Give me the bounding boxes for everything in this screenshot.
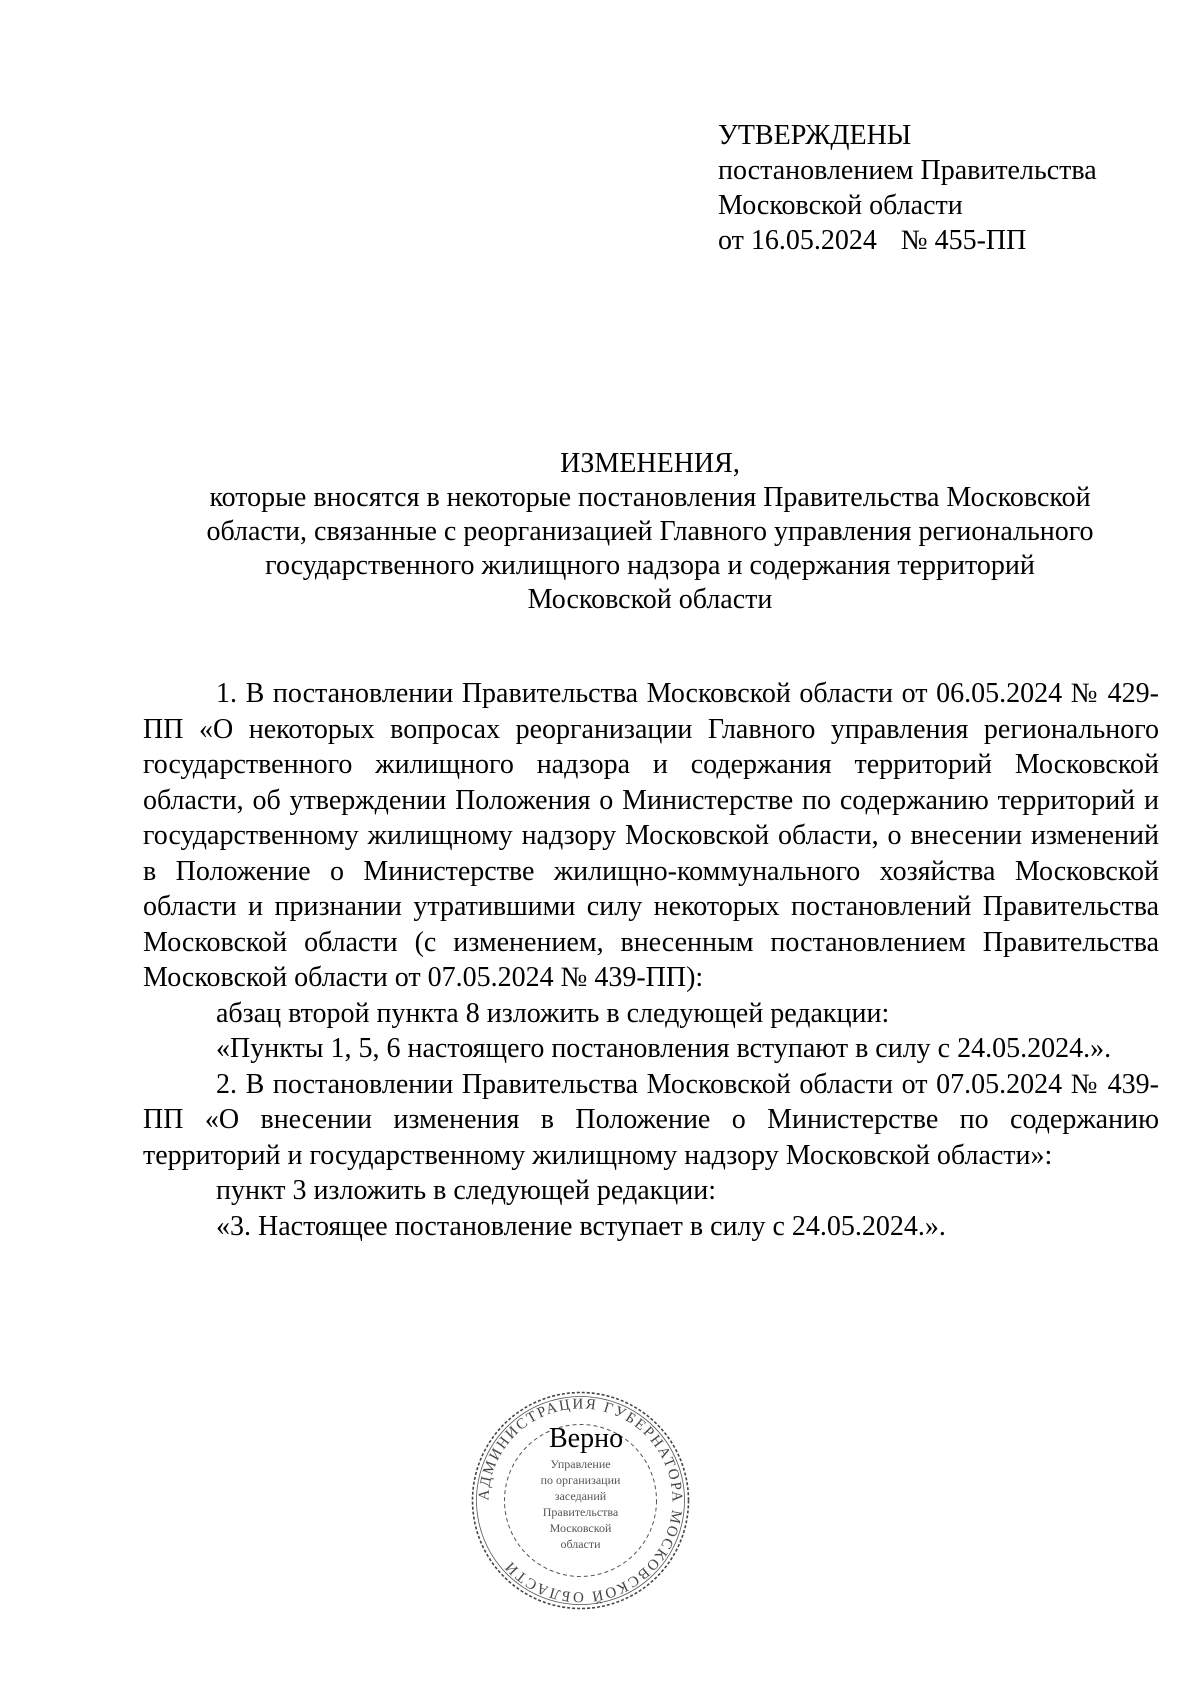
approval-line: Московской области	[718, 190, 963, 221]
approval-title: УТВЕРЖДЕНЫ	[718, 120, 912, 151]
seal-inner-line: Правительства	[542, 1505, 619, 1519]
heading-line: государственного жилищного надзора и содержания территорий	[265, 550, 1035, 581]
seal-inner-line: заседаний	[554, 1489, 607, 1503]
paragraph: 1. В постановлении Правительства Московской области от 06.05.2024 № 429-ПП «О некоторых вопросах реорганизации Главного управления регионального государственного жилищного надзора и содержания территорий Московской области, об утверждении Положения о Министерстве по содержанию территорий и государственному жилищному надзору Московской области, о внесении изменений в Положение о Министерстве жилищно-коммунального хозяйства Московской области и признании утратившими силу некоторых постановлений Правительства Московской области (с изменением, внесенным постановлением Правительства Московской области от 07.05.2024 № 439-ПП):	[143, 678, 1159, 993]
approval-line: постановлением Правительства	[718, 155, 1097, 186]
official-seal	[468, 1388, 693, 1613]
paragraph: «3. Настоящее постановление вступает в силу с 24.05.2024.».	[216, 1210, 946, 1242]
seal-inner-line: по организации	[540, 1473, 621, 1487]
seal-inner-line: Московской	[549, 1521, 612, 1535]
document-body	[143, 676, 1159, 1244]
paragraph: абзац второй пункта 8 изложить в следующей редакции:	[216, 997, 890, 1029]
document-heading	[140, 447, 1160, 617]
heading-title: ИЗМЕНЕНИЯ,	[560, 448, 740, 479]
paragraph: 2. В постановлении Правительства Московской области от 07.05.2024 № 439-ПП «О внесении изменения в Положение о Министерстве по содержанию территорий и государственному жилищному надзору Московской области»:	[143, 1068, 1159, 1171]
seal-ring-text: АДМИНИСТРАЦИЯ ГУБЕРНАТОРА МОСКОВСКОЙ ОБЛАСТИ	[476, 1396, 685, 1605]
seal-inner-line: области	[560, 1537, 601, 1551]
seal-inner-line: Управление	[550, 1457, 611, 1471]
approval-block	[718, 118, 1138, 258]
approval-number: № 455-ПП	[900, 225, 1027, 256]
paragraph: «Пункты 1, 5, 6 настоящего постановления вступают в силу с 24.05.2024.».	[216, 1033, 1112, 1064]
stamp-handwritten-mark: Верно	[549, 1423, 624, 1454]
paragraph: пункт 3 изложить в следующей редакции:	[216, 1175, 716, 1206]
approval-date-line	[718, 223, 1138, 258]
heading-line: которые вносятся в некоторые постановления Правительства Московской	[209, 482, 1091, 513]
approval-date: от 16.05.2024	[718, 225, 877, 256]
heading-line: области, связанные с реорганизацией Главного управления регионального	[206, 516, 1094, 547]
heading-line: Московской области	[527, 584, 773, 615]
